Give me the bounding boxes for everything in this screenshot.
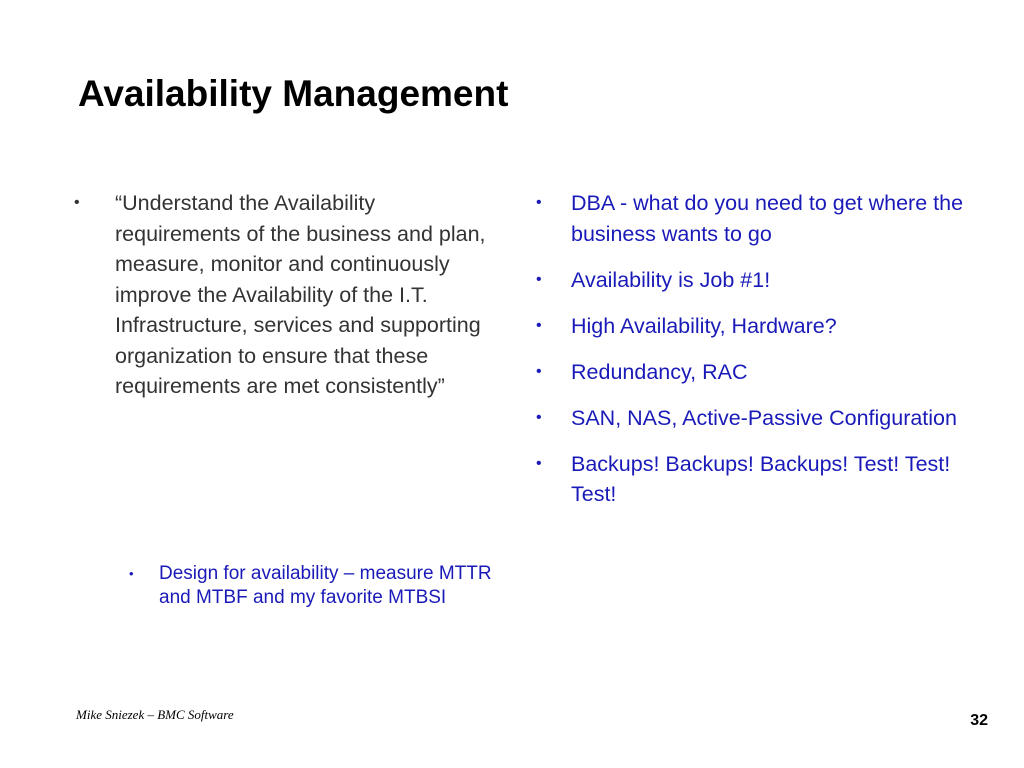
bullet-icon: • — [536, 194, 542, 211]
right-bullet-item — [534, 188, 994, 249]
bullet-icon: • — [536, 316, 542, 334]
right-bullet-item — [534, 449, 994, 510]
bullet-icon: • — [129, 566, 134, 581]
left-sub-bullet-list — [126, 562, 516, 610]
bullet-icon: • — [74, 194, 80, 211]
left-bullet-text: “Understand the Availability requirements of the business and plan, measure, monitor and continuously improve the Availability of the I.T. Infrastructure, services and supporting organization to ensure that these requirements are met consistently” — [115, 191, 486, 398]
bullet-icon: • — [536, 362, 542, 380]
right-bullet-item — [534, 311, 994, 342]
footer-author: Mike Sniezek – BMC Software — [76, 707, 234, 722]
right-bullet-text: Backups! Backups! Backups! Test! Test! Test! — [571, 451, 951, 506]
right-bullet-text: High Availability, Hardware? — [571, 313, 837, 338]
left-sub-bullet-item — [126, 562, 516, 610]
left-bullet-item — [72, 188, 502, 402]
right-bullet-text: Redundancy, RAC — [571, 359, 748, 384]
right-bullet-item — [534, 403, 994, 434]
right-bullet-list — [534, 188, 994, 525]
bullet-icon: • — [536, 408, 542, 426]
right-bullet-text: DBA - what do you need to get where the business wants to go — [571, 191, 964, 246]
slide-title: Availability Management — [78, 73, 509, 114]
page-number: 32 — [970, 712, 988, 729]
bullet-icon: • — [536, 454, 542, 472]
right-bullet-text: SAN, NAS, Active-Passive Configuration — [571, 405, 957, 430]
right-bullet-item — [534, 357, 994, 388]
left-sub-bullet-text: Design for availability – measure MTTR and MTBF and my favorite MTBSI — [159, 563, 492, 608]
bullet-icon: • — [536, 270, 542, 288]
left-bullet-list — [72, 188, 502, 402]
right-bullet-text: Availability is Job #1! — [571, 267, 771, 292]
right-bullet-item — [534, 265, 994, 296]
